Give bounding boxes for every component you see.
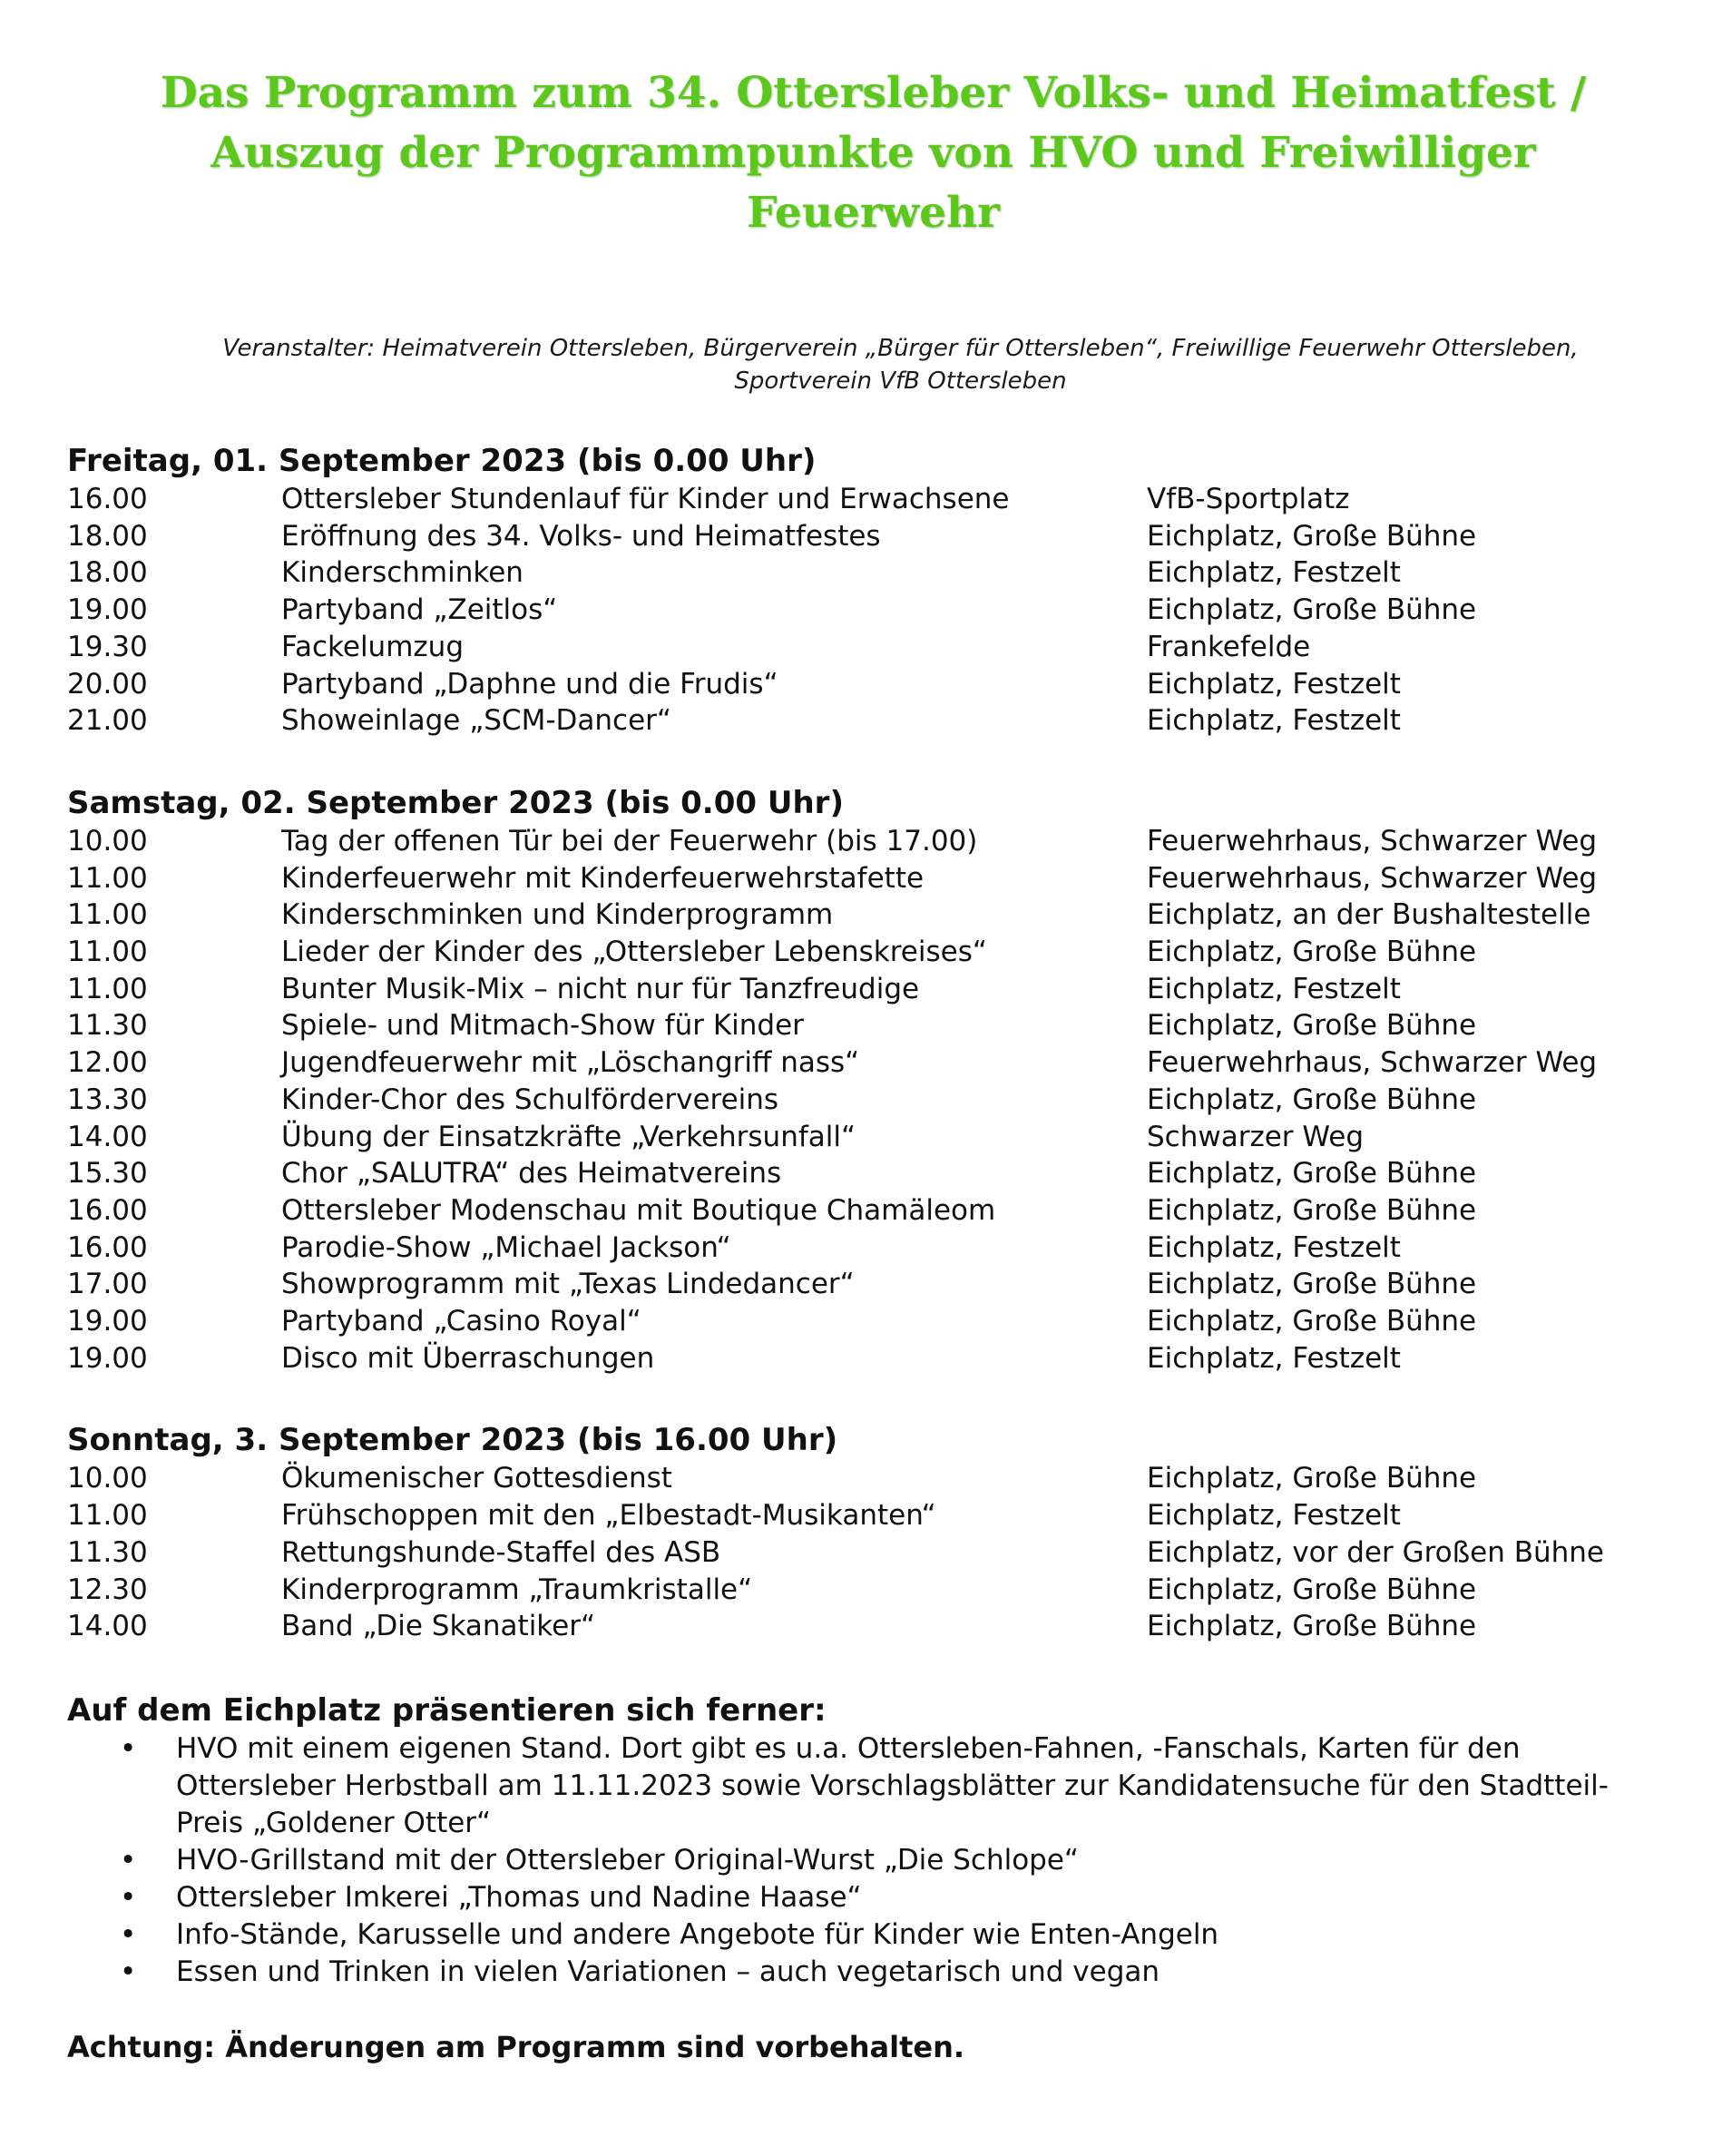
event-title: Parodie-Show „Michael Jackson“	[281, 1230, 731, 1264]
event-place: Feuerwehrhaus, Schwarzer Weg	[1147, 824, 1598, 858]
event-title: Kinderprogramm „Traumkristalle“	[281, 1573, 753, 1606]
event-place: Eichplatz, Festzelt	[1147, 1499, 1401, 1533]
extras-item	[67, 1954, 1679, 1991]
event-place: Eichplatz, Festzelt	[1147, 972, 1401, 1005]
event-place: Eichplatz, Große Bühne	[1147, 1462, 1477, 1495]
event-place: Schwarzer Weg	[1147, 1120, 1364, 1153]
event-place: Eichplatz, Große Bühne	[1147, 1083, 1477, 1116]
event-place: Eichplatz, Große Bühne	[1147, 1305, 1477, 1338]
schedule-row	[67, 666, 1679, 703]
event-time: 19.00	[67, 1341, 148, 1375]
day-section	[67, 441, 1679, 740]
event-title: Rettungshunde-Staffel des ASB	[281, 1535, 721, 1569]
event-title: Band „Die Skanatiker“	[281, 1610, 596, 1643]
event-time: 12.00	[67, 1046, 148, 1080]
change-notice: Achtung: Änderungen am Programm sind vorbehalten.	[67, 2029, 965, 2064]
schedule-row	[67, 1534, 1679, 1572]
event-time: 19.30	[67, 630, 148, 663]
event-time: 10.00	[67, 824, 148, 858]
schedule-row	[67, 971, 1679, 1008]
event-place: Eichplatz, Große Bühne	[1147, 593, 1477, 627]
event-time: 13.30	[67, 1083, 148, 1116]
event-time: 11.00	[67, 972, 148, 1005]
event-place: Eichplatz, Große Bühne	[1147, 1157, 1477, 1191]
bullet-icon: •	[120, 1955, 137, 1988]
schedule-row	[67, 823, 1679, 860]
extras-item	[67, 1842, 1679, 1879]
event-title: Ottersleber Stundenlauf für Kinder und Erwachsene	[281, 483, 1010, 515]
event-place: Eichplatz, Große Bühne	[1147, 1009, 1477, 1043]
schedule-row	[67, 1155, 1679, 1192]
schedule-row	[67, 554, 1679, 592]
event-place: Feuerwehrhaus, Schwarzer Weg	[1147, 861, 1598, 895]
event-title: Übung der Einsatzkräfte „Verkehrsunfall“	[281, 1120, 856, 1153]
event-time: 19.00	[67, 593, 148, 627]
schedule-row	[67, 1572, 1679, 1609]
event-place: Eichplatz, Große Bühne	[1147, 1193, 1477, 1227]
event-place: Eichplatz, Große Bühne	[1147, 519, 1477, 553]
event-title: Fackelumzug	[281, 630, 465, 663]
event-place: Feuerwehrhaus, Schwarzer Weg	[1147, 1046, 1598, 1080]
event-place: VfB-Sportplatz	[1147, 483, 1350, 515]
day-heading: Samstag, 02. September 2023 (bis 0.00 Uhr)	[67, 784, 844, 821]
schedule-row	[67, 1007, 1679, 1044]
schedule-row	[67, 860, 1679, 897]
title-line-2: Auszug der Programmpunkte von HVO und Freiwilliger	[210, 128, 1536, 178]
event-time: 11.30	[67, 1009, 148, 1043]
extras-item	[67, 1916, 1679, 1954]
event-time: 10.00	[67, 1462, 148, 1495]
event-place: Eichplatz, Festzelt	[1147, 1230, 1401, 1264]
schedule-row	[67, 1340, 1679, 1377]
event-place: Eichplatz, Große Bühne	[1147, 1268, 1477, 1301]
day-heading: Sonntag, 3. September 2023 (bis 16.00 Uhr)	[67, 1422, 838, 1459]
event-title: Ökumenischer Gottesdienst	[281, 1462, 672, 1495]
event-time: 18.00	[67, 519, 148, 553]
event-place: Eichplatz, Festzelt	[1147, 704, 1401, 738]
event-time: 11.00	[67, 861, 148, 895]
schedule-row	[67, 629, 1679, 666]
organizer-note	[67, 332, 1679, 397]
bullet-icon: •	[120, 1843, 137, 1877]
event-title: Partyband „Casino Royal“	[281, 1305, 641, 1338]
event-title: Partyband „Daphne und die Frudis“	[281, 667, 778, 701]
title-line-1: Das Programm zum 34. Ottersleber Volks- und Heimatfest /	[160, 68, 1587, 118]
event-place: Eichplatz, Festzelt	[1147, 667, 1401, 701]
schedule-row	[67, 1460, 1679, 1497]
event-time: 11.00	[67, 936, 148, 969]
extras-list	[67, 1730, 1679, 1991]
event-time: 16.00	[67, 1193, 148, 1227]
title-line-3: Feuerwehr	[747, 188, 1000, 238]
extras-item-text: Ottersleber Imkerei „Thomas und Nadine Haase“	[176, 1880, 862, 1914]
event-title: Kinder-Chor des Schulfördervereins	[281, 1083, 779, 1116]
organizer-line-2: Sportverein VfB Ottersleben	[734, 368, 1067, 395]
event-title: Kinderschminken	[281, 556, 524, 590]
schedule-row	[67, 592, 1679, 629]
event-time: 11.00	[67, 1499, 148, 1533]
event-time: 11.30	[67, 1535, 148, 1569]
event-title: Tag der offenen Tür bei der Feuerwehr (bis 17.00)	[281, 824, 978, 858]
schedule-row	[67, 1266, 1679, 1303]
event-place: Eichplatz, Festzelt	[1147, 1341, 1401, 1375]
event-time: 20.00	[67, 667, 148, 701]
event-place: Frankefelde	[1147, 630, 1311, 663]
event-title: Lieder der Kinder des „Ottersleber Lebenskreises“	[281, 936, 987, 969]
event-time: 17.00	[67, 1268, 148, 1301]
event-title: Showeinlage „SCM-Dancer“	[281, 704, 671, 738]
document-title	[103, 64, 1645, 243]
day-section	[67, 783, 1679, 1377]
event-place: Eichplatz, Festzelt	[1147, 556, 1401, 590]
schedule-row	[67, 934, 1679, 971]
event-title: Disco mit Überraschungen	[281, 1341, 655, 1375]
event-time: 14.00	[67, 1610, 148, 1643]
schedule-row	[67, 1192, 1679, 1230]
organizer-line-1: Veranstalter: Heimatverein Ottersleben, Bürgerverein „Bürger für Ottersleben“, Freiwillige Feuerwehr Ottersleben,	[222, 335, 1579, 362]
schedule-row	[67, 1608, 1679, 1645]
day-section	[67, 1420, 1679, 1645]
schedule-row	[67, 702, 1679, 740]
schedule-row	[67, 1303, 1679, 1340]
event-time: 21.00	[67, 704, 148, 738]
extras-item	[67, 1879, 1679, 1916]
extras-item-text: Essen und Trinken in vielen Variationen – auch vegetarisch und vegan	[176, 1955, 1160, 1988]
bullet-icon: •	[120, 1731, 137, 1765]
event-place: Eichplatz, Große Bühne	[1147, 1573, 1477, 1606]
schedule	[67, 441, 1679, 1645]
schedule-row	[67, 1497, 1679, 1534]
schedule-row	[67, 1119, 1679, 1156]
extras-item-text: Info-Stände, Karusselle und andere Angebote für Kinder wie Enten-Angeln	[176, 1917, 1219, 1951]
event-time: 19.00	[67, 1305, 148, 1338]
event-title: Ottersleber Modenschau mit Boutique Chamäleom	[281, 1193, 996, 1227]
event-time: 16.00	[67, 1230, 148, 1264]
extras-item	[67, 1730, 1679, 1842]
schedule-row	[67, 897, 1679, 934]
schedule-row	[67, 481, 1679, 518]
schedule-row	[67, 1230, 1679, 1267]
extras-item-text: HVO mit einem eigenen Stand. Dort gibt es u.a. Ottersleben-Fahnen, -Fanschals, Karten für den Ottersleber Herbstball am 11.11.2023 sowie Vorschlagsblätter zur Kandidatensuche für den Stadtteil-Preis „Goldener Otter“	[176, 1731, 1609, 1839]
event-title: Bunter Musik-Mix – nicht nur für Tanzfreudige	[281, 972, 920, 1005]
event-title: Kinderschminken und Kinderprogramm	[281, 898, 834, 932]
schedule-row	[67, 518, 1679, 555]
event-place: Eichplatz, Große Bühne	[1147, 1610, 1477, 1643]
event-time: 16.00	[67, 483, 148, 515]
extras-section	[67, 1690, 1679, 1991]
event-place: Eichplatz, an der Bushaltestelle	[1147, 898, 1591, 932]
extras-item-text: HVO-Grillstand mit der Ottersleber Original-Wurst „Die Schlope“	[176, 1843, 1079, 1877]
bullet-icon: •	[120, 1880, 137, 1914]
event-title: Eröffnung des 34. Volks- und Heimatfestes	[281, 519, 881, 553]
event-title: Spiele- und Mitmach-Show für Kinder	[281, 1009, 804, 1043]
event-time: 11.00	[67, 898, 148, 932]
event-place: Eichplatz, vor der Großen Bühne	[1147, 1535, 1605, 1569]
day-heading: Freitag, 01. September 2023 (bis 0.00 Uhr)	[67, 443, 817, 479]
event-title: Frühschoppen mit den „Elbestadt-Musikanten“	[281, 1499, 936, 1533]
event-time: 14.00	[67, 1120, 148, 1153]
event-title: Kinderfeuerwehr mit Kinderfeuerwehrstafette	[281, 861, 925, 895]
event-title: Jugendfeuerwehr mit „Löschangriff nass“	[281, 1046, 860, 1080]
event-title: Chor „SALUTRA“ des Heimatvereins	[281, 1157, 782, 1191]
schedule-row	[67, 1082, 1679, 1119]
event-title: Partyband „Zeitlos“	[281, 593, 558, 627]
event-place: Eichplatz, Große Bühne	[1147, 936, 1477, 969]
bullet-icon: •	[120, 1917, 137, 1951]
event-time: 15.30	[67, 1157, 148, 1191]
extras-heading: Auf dem Eichplatz präsentieren sich ferner:	[67, 1691, 827, 1729]
event-time: 12.30	[67, 1573, 148, 1606]
schedule-row	[67, 1044, 1679, 1082]
event-time: 18.00	[67, 556, 148, 590]
event-title: Showprogramm mit „Texas Lindedancer“	[281, 1268, 855, 1301]
